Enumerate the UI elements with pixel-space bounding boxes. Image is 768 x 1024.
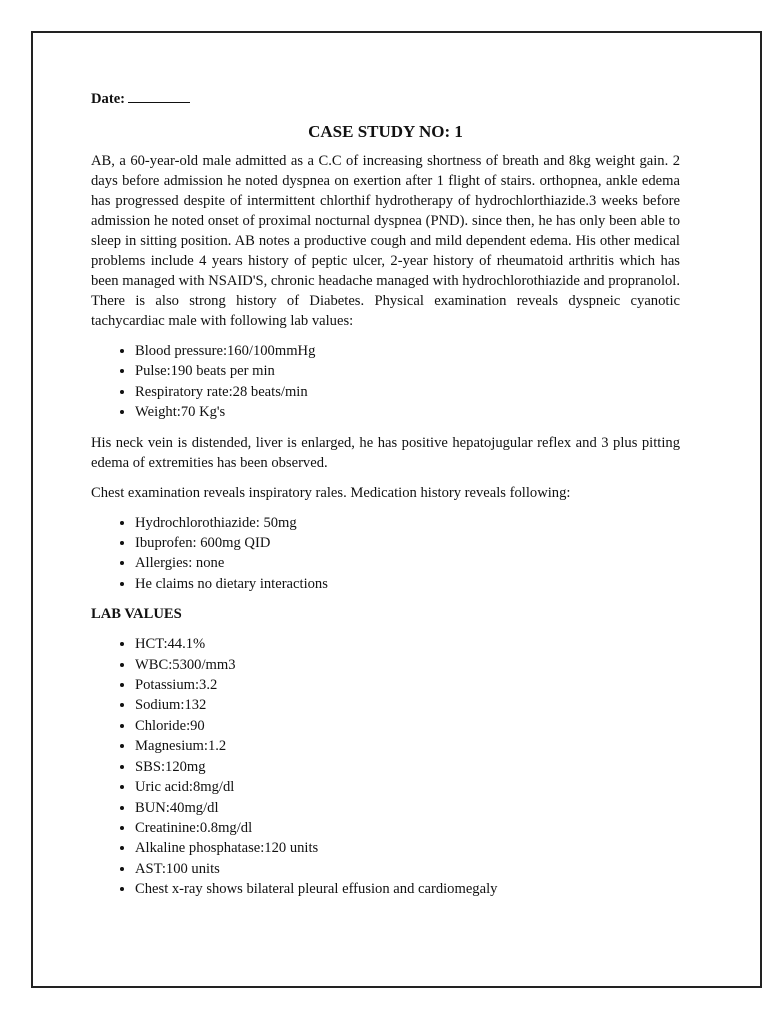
vitals-list xyxy=(91,341,680,423)
list-item: • Chloride:90 xyxy=(135,716,680,736)
list-item: • Uric acid:8mg/dl xyxy=(135,777,680,797)
list-item: • Pulse:190 beats per min xyxy=(135,361,680,381)
list-item: • Allergies: none xyxy=(135,553,680,573)
list-item: • Hydrochlorothiazide: 50mg xyxy=(135,513,680,533)
intro-paragraph: AB, a 60-year-old male admitted as a C.C of increasing shortness of breath and 8kg weight gain. 2 days before admission he noted dyspnea on exertion after 1 flight of stairs. orthopnea, ankle edema has progressed despite of intermittent chlorthif hydrotherapy of hydrochlorthiazide.3 weeks before admission he noted onset of proximal nocturnal dyspnea (PND). since then, he has only been able to sleep in sitting position. AB notes a productive cough and mild dependent edema. His other medical problems include 4 years history of peptic ulcer, 2-year history of rheumatoid arthritis which has been managed with NSAID'S, chronic headache managed with hydrochlorothiazide and propranolol. There is also strong history of Diabetes. Physical examination reveals dyspneic cyanotic tachycardiac male with following lab values: xyxy=(91,153,680,329)
case-study-title: CASE STUDY NO: 1 xyxy=(308,122,463,141)
list-item: • Weight:70 Kg's xyxy=(135,402,680,422)
list-item: • He claims no dietary interactions xyxy=(135,574,680,594)
list-item: • Respiratory rate:28 beats/min xyxy=(135,382,680,402)
list-item: • Blood pressure:160/100mmHg xyxy=(135,341,680,361)
list-item: • Alkaline phosphatase:120 units xyxy=(135,838,680,858)
list-item: • BUN:40mg/dl xyxy=(135,798,680,818)
date-label: Date: xyxy=(91,91,126,107)
list-item: • Creatinine:0.8mg/dl xyxy=(135,818,680,838)
list-item: • Magnesium:1.2 xyxy=(135,736,680,756)
chest-paragraph: Chest examination reveals inspiratory rales. Medication history reveals following: xyxy=(91,484,571,501)
date-field xyxy=(91,89,680,111)
lab-values-heading: LAB VALUES xyxy=(91,606,182,623)
exam-paragraph: His neck vein is distended, liver is enlarged, he has positive hepatojugular reflex and 3 plus pitting edema of extremities has been observed. xyxy=(91,434,680,471)
list-item: • Ibuprofen: 600mg QID xyxy=(135,533,680,553)
list-item: • HCT:44.1% xyxy=(135,634,680,654)
list-item: • SBS:120mg xyxy=(135,757,680,777)
list-item: • Potassium:3.2 xyxy=(135,675,680,695)
list-item: • AST:100 units xyxy=(135,859,680,879)
date-blank-line xyxy=(128,89,190,103)
lab-values-list xyxy=(91,634,680,899)
list-item: • WBC:5300/mm3 xyxy=(135,655,680,675)
list-item: • Sodium:132 xyxy=(135,695,680,715)
list-item: • Chest x-ray shows bilateral pleural effusion and cardiomegaly xyxy=(135,879,680,899)
medications-list xyxy=(91,513,680,595)
document-body xyxy=(91,89,680,910)
